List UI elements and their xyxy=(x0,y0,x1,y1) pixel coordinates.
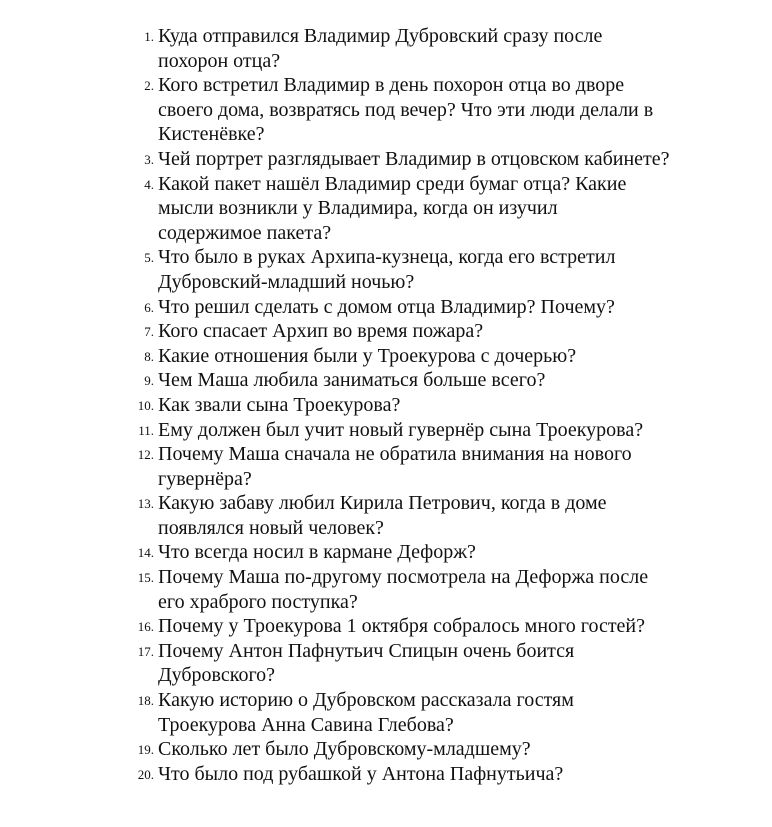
question-number: 6 . xyxy=(0,296,154,321)
question-number: 5 . xyxy=(0,246,154,271)
question-text: Какой пакет нашёл Владимир среди бумаг отца? Какие мысли возникли у Владимира, когда он изучил содержимое пакета? xyxy=(158,172,627,244)
question-number: 11 . xyxy=(0,419,154,444)
question-text: Сколько лет было Дубровскому-младшему? xyxy=(158,738,531,761)
question-text: Почему Маша сначала не обратила внимания на нового гувернёра? xyxy=(158,443,632,490)
question-item xyxy=(0,73,772,147)
question-number: 13 . xyxy=(0,492,154,517)
question-text: Какую историю о Дубровском рассказала гостям Троекурова Анна Савина Глебова? xyxy=(158,689,574,736)
question-text: Что всегда носил в кармане Дефорж? xyxy=(158,541,476,564)
question-text: Какие отношения были у Троекурова с дочерью? xyxy=(158,344,577,367)
question-list xyxy=(0,24,772,786)
question-number: 1 . xyxy=(0,25,154,50)
question-number: 18 . xyxy=(0,689,154,714)
question-number: 14 . xyxy=(0,541,154,566)
question-number: 7 . xyxy=(0,320,154,345)
question-text: Какую забаву любил Кирила Петрович, когда в доме появлялся новый человек? xyxy=(158,492,607,539)
questions-document xyxy=(0,24,772,786)
question-text: Ему должен был учит новый гувернёр сына Троекурова? xyxy=(158,418,644,441)
question-number: 8 . xyxy=(0,345,154,370)
question-text: Кого встретил Владимир в день похорон отца во дворе своего дома, возвратясь под вечер? Что эти люди делали в Кистенёвке? xyxy=(158,74,654,146)
question-item xyxy=(0,295,772,320)
question-item xyxy=(0,639,772,688)
question-number: 17 . xyxy=(0,640,154,665)
question-item xyxy=(0,344,772,369)
question-text: Куда отправился Владимир Дубровский сразу после похорон отца? xyxy=(158,25,603,72)
question-number: 9 . xyxy=(0,369,154,394)
question-item xyxy=(0,737,772,762)
question-number: 16 . xyxy=(0,615,154,640)
question-text: Почему Антон Пафнутьич Спицын очень боится Дубровского? xyxy=(158,639,575,687)
question-number: 4 . xyxy=(0,173,154,198)
question-item xyxy=(0,442,772,491)
question-item xyxy=(0,491,772,540)
question-number: 12 . xyxy=(0,443,154,468)
question-text: Чей портрет разглядывает Владимир в отцовском кабинете? xyxy=(158,147,670,170)
question-item xyxy=(0,418,772,443)
question-item xyxy=(0,393,772,418)
question-text: Почему Маша по-другому посмотрела на Дефоржа после его храброго поступка? xyxy=(158,566,649,613)
question-text: Что было в руках Архипа-кузнеца, когда его встретил Дубровский-младший ночью? xyxy=(158,246,616,293)
question-item xyxy=(0,540,772,565)
question-item xyxy=(0,319,772,344)
question-number: 10 . xyxy=(0,394,154,419)
question-item xyxy=(0,762,772,787)
question-item xyxy=(0,172,772,246)
question-item xyxy=(0,245,772,294)
question-item xyxy=(0,147,772,172)
question-item xyxy=(0,565,772,614)
question-text: Что было под рубашкой у Антона Пафнутьича? xyxy=(158,762,564,785)
question-text: Что решил сделать с домом отца Владимир? Почему? xyxy=(158,295,615,318)
question-text: Почему у Троекурова 1 октября собралось много гостей? xyxy=(158,615,646,638)
question-number: 2 . xyxy=(0,74,154,99)
question-number: 3 . xyxy=(0,148,154,173)
question-number: 15 . xyxy=(0,566,154,591)
question-number: 19 . xyxy=(0,738,154,763)
question-item xyxy=(0,614,772,639)
question-item xyxy=(0,688,772,737)
question-text: Как звали сына Троекурова? xyxy=(158,393,401,416)
question-number: 20 . xyxy=(0,763,154,788)
question-text: Кого спасает Архип во время пожара? xyxy=(158,320,484,343)
question-item xyxy=(0,24,772,73)
question-text: Чем Маша любила заниматься больше всего? xyxy=(158,369,546,392)
question-item xyxy=(0,368,772,393)
